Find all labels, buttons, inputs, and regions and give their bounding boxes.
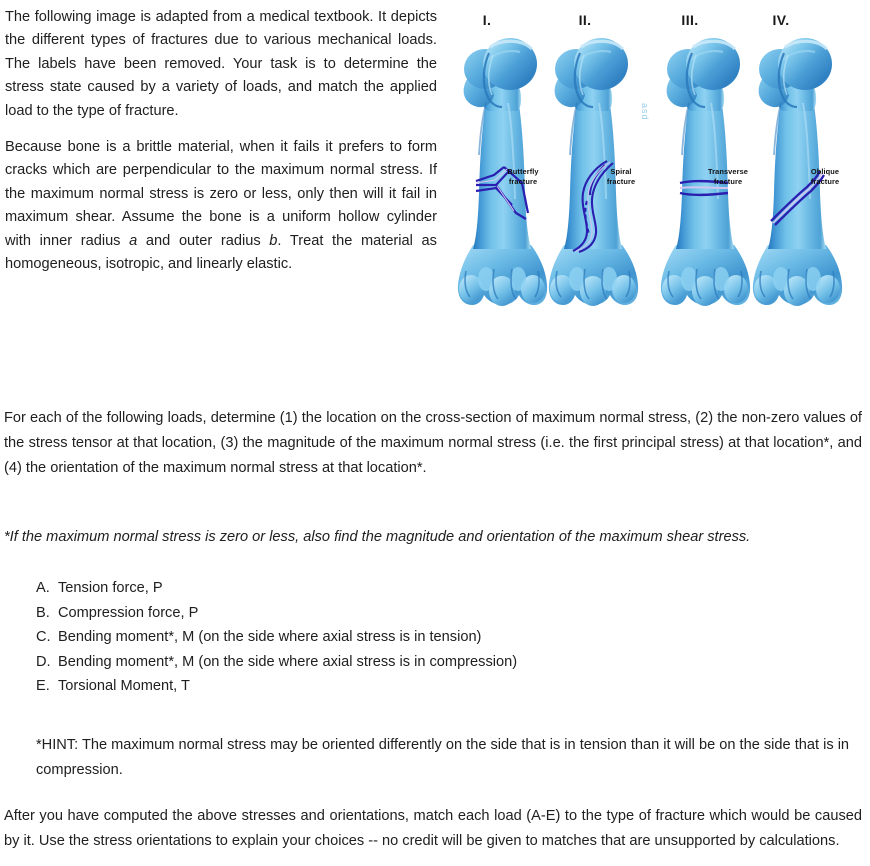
load-options-list (36, 576, 736, 699)
load-item-text-c: Bending moment*, M (on the side where axial stress is in tension) (58, 629, 482, 646)
brittle-text-part1: Because bone is a brittle material, when it fails it prefers to form cracks which are perpendicular to the maximum normal stress. If the maximum normal stress is zero or less, only then will it fail in maximum shear. Assume the bone is a uniform hollow cylinder with inner radius (5, 139, 437, 249)
bone-figure-1 (452, 0, 557, 340)
paragraph-closing: After you have computed the above stresses and orientations, match each load (A-E) to the type of fracture which would be caused by it. Use the stress orientations to explain your choices -- no credit will be given to matches that are unsupported by calculations. (4, 807, 862, 849)
bone-numeral-3: III. (681, 12, 699, 28)
load-item-label-b: B. (36, 604, 50, 621)
bone-fracture-figure (450, 0, 870, 340)
fracture-label-2-line1: Spiral (610, 167, 632, 176)
fracture-label-4 (797, 167, 853, 186)
load-item-label-e: E. (36, 678, 50, 695)
bone-figure-2 (543, 0, 648, 340)
list-item (36, 650, 736, 675)
load-item-label-c: C. (36, 629, 51, 646)
fracture-label-1-line1: Butterfly (507, 167, 539, 176)
bone-figure-4 (747, 0, 852, 340)
brittle-text-part2: and outer radius (137, 232, 270, 249)
bone-numeral-4: IV. (772, 12, 790, 28)
load-item-text-e: Torsional Moment, T (58, 678, 190, 695)
list-item (36, 601, 736, 626)
paragraph-brittle (5, 136, 437, 276)
brittle-text-part3: . Treat the material as homogeneous, isotropic, and linearly elastic. (5, 232, 437, 273)
fracture-label-3-line1: Transverse (707, 167, 749, 176)
outer-radius-symbol: b (269, 232, 278, 249)
paragraph-hint: *HINT: The maximum normal stress may be oriented differently on the side that is in tension than it will be on the side that is in compression. (36, 736, 850, 778)
paragraph-loads-task: For each of the following loads, determine (1) the location on the cross-section of maximum normal stress, (2) the non-zero values of the stress tensor at that location, (3) the magnitude of the maximum normal stress (i.e. the first principal stress) at that location*, and (4) the orientation of the maximum normal stress at that location*. (4, 409, 862, 476)
load-item-text-d: Bending moment*, M (on the side where axial stress is in compression) (58, 653, 518, 670)
image-watermark: asd (640, 103, 650, 121)
bone-numeral-2: II. (578, 12, 592, 28)
list-item (36, 674, 736, 699)
load-item-label-a: A. (36, 580, 50, 596)
fracture-label-4-line2: fracture (810, 176, 840, 186)
paragraph-intro: The following image is adapted from a medical textbook. It depicts the different types of fractures due to various mechanical loads. The labels have been removed. Your task is to determine the stress state caused by a variety of loads, and match the applied load to the type of fracture. (5, 9, 437, 119)
list-item (36, 625, 736, 650)
list-item (36, 576, 736, 601)
load-item-text-b: Compression force, P (58, 604, 199, 621)
fracture-label-1-line2: fracture (508, 176, 538, 186)
load-item-text-a: Tension force, P (58, 580, 163, 596)
bone-numeral-1: I. (482, 12, 492, 28)
inner-radius-symbol: a (129, 232, 138, 249)
fracture-label-3-line2: fracture (713, 176, 743, 186)
fracture-label-2-line2: fracture (606, 176, 636, 186)
fracture-label-2 (593, 167, 649, 186)
load-item-label-d: D. (36, 653, 51, 670)
intro-text-column (5, 6, 437, 276)
fracture-label-4-line1: Oblique (810, 167, 840, 176)
paragraph-footnote-star: *If the maximum normal stress is zero or less, also find the magnitude and orientation of the maximum shear stress. (4, 528, 751, 545)
bone-figure-3 (655, 0, 760, 340)
